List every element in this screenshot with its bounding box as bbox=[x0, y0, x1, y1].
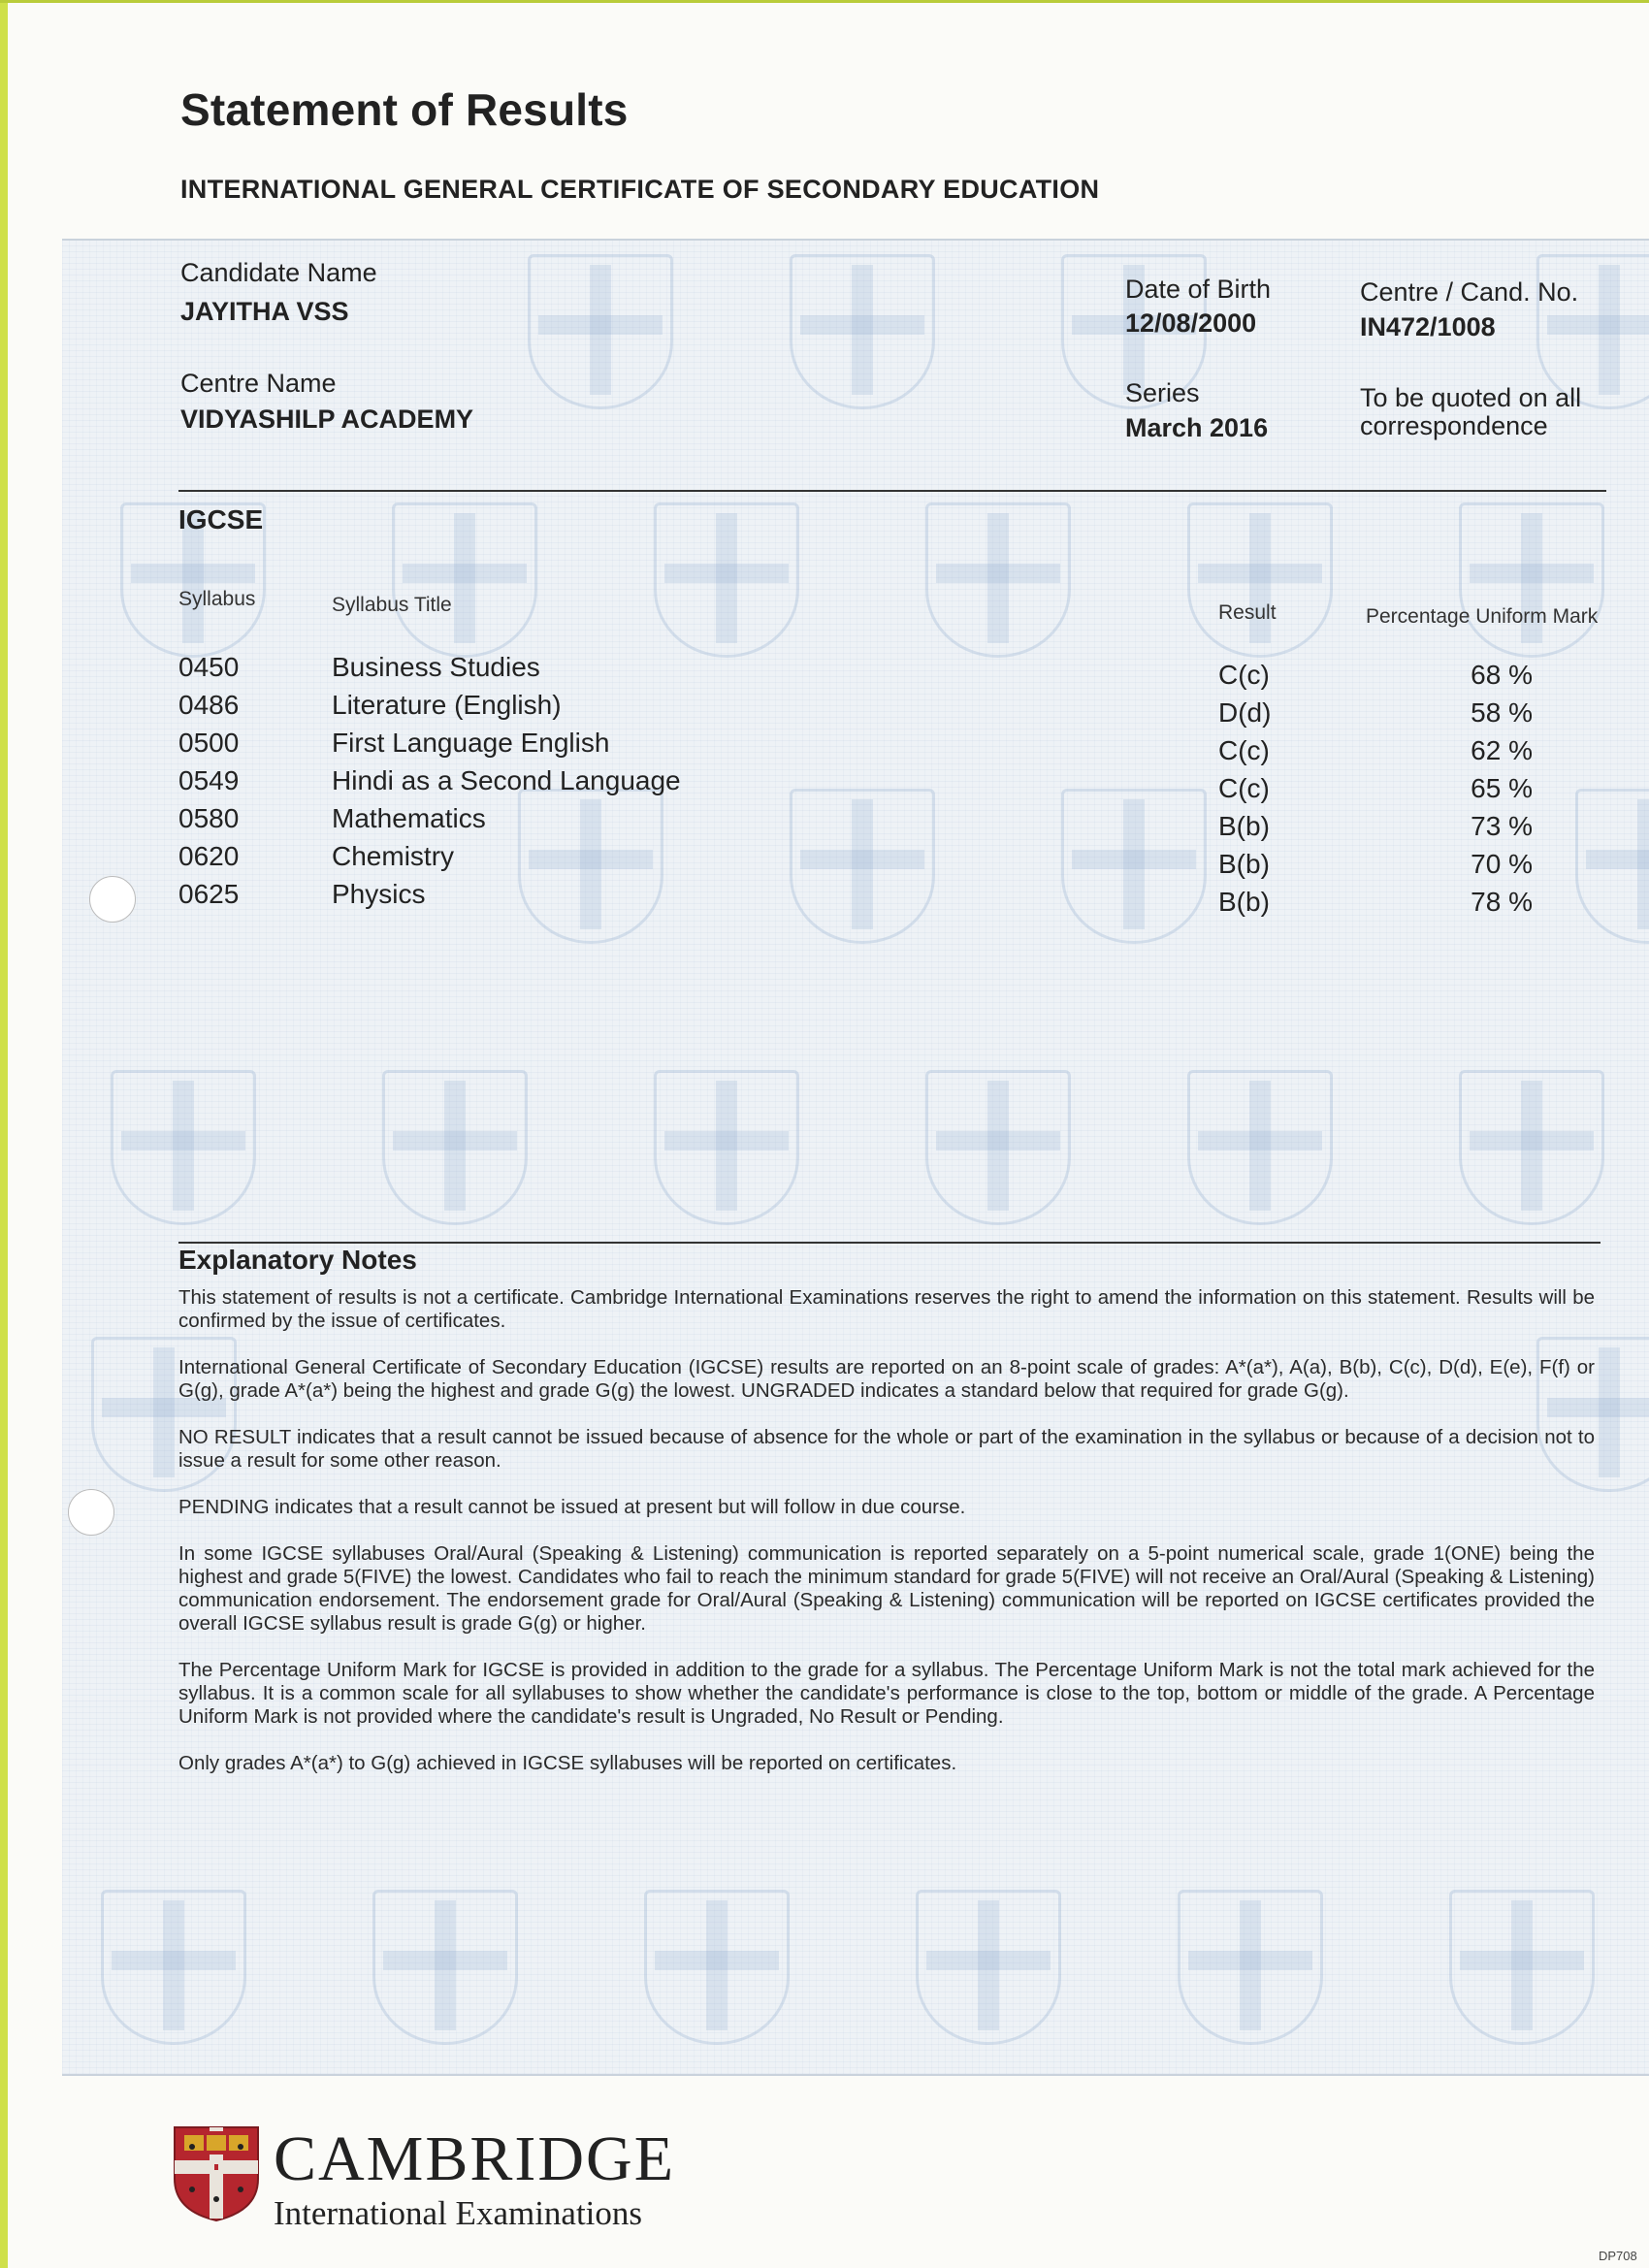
notes-heading: Explanatory Notes bbox=[178, 1245, 417, 1275]
syllabus-code: 0450 bbox=[178, 652, 240, 682]
dob-label: Date of Birth bbox=[1125, 275, 1272, 304]
syllabus-title: Hindi as a Second Language bbox=[332, 765, 681, 795]
watermark-crest bbox=[1178, 1890, 1323, 2045]
syllabus-code: 0580 bbox=[178, 803, 240, 833]
watermark-crest bbox=[654, 1070, 799, 1225]
document-reference: DP708 bbox=[1599, 2249, 1637, 2263]
security-background bbox=[62, 239, 1649, 2076]
col-header-syllabus: Syllabus bbox=[178, 588, 256, 610]
syllabus-code: 0549 bbox=[178, 765, 240, 795]
watermark-crest bbox=[392, 502, 537, 658]
watermark-crest bbox=[1187, 502, 1333, 658]
divider bbox=[178, 1242, 1600, 1244]
result-grade: B(b) bbox=[1218, 811, 1270, 841]
syllabus-code: 0620 bbox=[178, 841, 240, 871]
col-header-result: Result bbox=[1218, 601, 1277, 624]
watermark-crest bbox=[1187, 1070, 1333, 1225]
result-grade: C(c) bbox=[1218, 735, 1270, 765]
syllabus-title: Business Studies bbox=[332, 652, 540, 682]
watermark-crest bbox=[654, 502, 799, 658]
percentage-uniform-mark: 78 % bbox=[1471, 887, 1533, 917]
percentage-uniform-mark: 58 % bbox=[1471, 697, 1533, 728]
cambridge-logo-subtext: International Examinations bbox=[274, 2194, 643, 2232]
watermark-crest bbox=[1449, 1890, 1595, 2045]
percentage-uniform-mark: 70 % bbox=[1471, 849, 1533, 879]
percentage-uniform-mark: 62 % bbox=[1471, 735, 1533, 765]
col-header-title: Syllabus Title bbox=[332, 594, 452, 616]
watermark-crest bbox=[1459, 502, 1604, 658]
explanatory-notes bbox=[178, 1286, 1595, 1798]
result-grade: B(b) bbox=[1218, 849, 1270, 879]
result-grade: C(c) bbox=[1218, 660, 1270, 690]
centre-cand-value: IN472/1008 bbox=[1360, 312, 1496, 341]
punch-hole bbox=[89, 876, 136, 923]
page-edge bbox=[0, 0, 8, 2268]
col-header-pum: Percentage Uniform Mark bbox=[1366, 605, 1599, 628]
watermark-crest bbox=[372, 1890, 518, 2045]
syllabus-title: Physics bbox=[332, 879, 426, 909]
note-paragraph: International General Certificate of Secondary Education (IGCSE) results are reported on an 8-point scale of grades: A*(a*), A(a), B(b), C(c), D(d), E(e), F(f) or G(g), grade A*(a*) being the highest and grade G(g) the lowest. UNGRADED indicates a standard below that required for grade G(g). bbox=[178, 1356, 1595, 1402]
result-grade: C(c) bbox=[1218, 773, 1270, 803]
watermark-crest bbox=[528, 254, 673, 409]
dob-value: 12/08/2000 bbox=[1125, 308, 1257, 338]
cambridge-shield-icon bbox=[173, 2125, 260, 2222]
candidate-name-label: Candidate Name bbox=[180, 258, 377, 287]
quote-note: To be quoted on all correspondence bbox=[1360, 383, 1582, 440]
watermark-crest bbox=[644, 1890, 790, 2045]
result-grade: B(b) bbox=[1218, 887, 1270, 917]
watermark-crest bbox=[1459, 1070, 1604, 1225]
series-value: March 2016 bbox=[1125, 413, 1269, 442]
watermark-crest bbox=[790, 254, 935, 409]
table-row bbox=[0, 841, 1649, 880]
watermark-crest bbox=[925, 1070, 1071, 1225]
syllabus-code: 0486 bbox=[178, 690, 240, 720]
punch-hole bbox=[68, 1489, 114, 1536]
syllabus-code: 0500 bbox=[178, 728, 240, 758]
table-row bbox=[0, 803, 1649, 842]
table-row bbox=[0, 765, 1649, 804]
result-grade: D(d) bbox=[1218, 697, 1272, 728]
syllabus-title: Mathematics bbox=[332, 803, 486, 833]
syllabus-title: Chemistry bbox=[332, 841, 455, 871]
document-subtitle: INTERNATIONAL GENERAL CERTIFICATE OF SECONDARY EDUCATION bbox=[180, 175, 1100, 204]
watermark-crest bbox=[382, 1070, 528, 1225]
percentage-uniform-mark: 65 % bbox=[1471, 773, 1533, 803]
syllabus-code: 0625 bbox=[178, 879, 240, 909]
note-paragraph: The Percentage Uniform Mark for IGCSE is provided in addition to the grade for a syllabus. The Percentage Uniform Mark is not the total mark achieved for the syllabus. It is a common scale for all syllabuses to show whether the candidate's performance is close to the top, bottom or middle of the grade. A Percentage Uniform Mark is not provided where the candidate's result is Ungraded, No Result or Pending. bbox=[178, 1659, 1595, 1728]
watermark-crest bbox=[925, 502, 1071, 658]
note-paragraph: In some IGCSE syllabuses Oral/Aural (Speaking & Listening) communication is reported separately on a 5-point numerical scale, grade 1(ONE) being the highest and grade 5(FIVE) the lowest. Candidates who fail to reach the minimum standard for grade 5(FIVE) will not receive an Oral/Aural (Speaking & Listening) communication endorsement. The endorsement grade for Oral/Aural (Speaking & Listening) communication will be reported on IGCSE certificates provided the overall IGCSE syllabus result is grade G(g) or higher. bbox=[178, 1542, 1595, 1635]
watermark-crest bbox=[916, 1890, 1061, 2045]
note-paragraph: Only grades A*(a*) to G(g) achieved in IGCSE syllabuses will be reported on certificates. bbox=[178, 1752, 957, 1774]
percentage-uniform-mark: 73 % bbox=[1471, 811, 1533, 841]
candidate-name: JAYITHA VSS bbox=[180, 297, 349, 326]
note-paragraph: PENDING indicates that a result cannot be issued at present but will follow in due course. bbox=[178, 1496, 966, 1518]
table-row bbox=[0, 879, 1649, 918]
series-label: Series bbox=[1125, 378, 1200, 407]
table-row bbox=[0, 728, 1649, 766]
watermark-crest bbox=[111, 1070, 256, 1225]
cambridge-logo-text: CAMBRIDGE bbox=[274, 2123, 676, 2194]
divider bbox=[178, 490, 1606, 492]
centre-name-label: Centre Name bbox=[180, 369, 337, 398]
centre-name: VIDYASHILP ACADEMY bbox=[180, 405, 474, 434]
watermark-crest bbox=[101, 1890, 246, 2045]
note-paragraph: This statement of results is not a certificate. Cambridge International Examinations reserves the right to amend the information on this statement. Results will be confirmed by the issue of certificates. bbox=[178, 1286, 1595, 1332]
centre-cand-label: Centre / Cand. No. bbox=[1360, 277, 1579, 307]
qualification-heading: IGCSE bbox=[178, 504, 264, 535]
note-paragraph: NO RESULT indicates that a result cannot be issued because of absence for the whole or part of the examination in the syllabus or because of a decision not to issue a result for some other reason. bbox=[178, 1426, 1595, 1472]
table-row bbox=[0, 652, 1649, 691]
percentage-uniform-mark: 68 % bbox=[1471, 660, 1533, 690]
table-row bbox=[0, 690, 1649, 729]
syllabus-title: Literature (English) bbox=[332, 690, 562, 720]
document-title: Statement of Results bbox=[180, 84, 629, 135]
syllabus-title: First Language English bbox=[332, 728, 610, 758]
